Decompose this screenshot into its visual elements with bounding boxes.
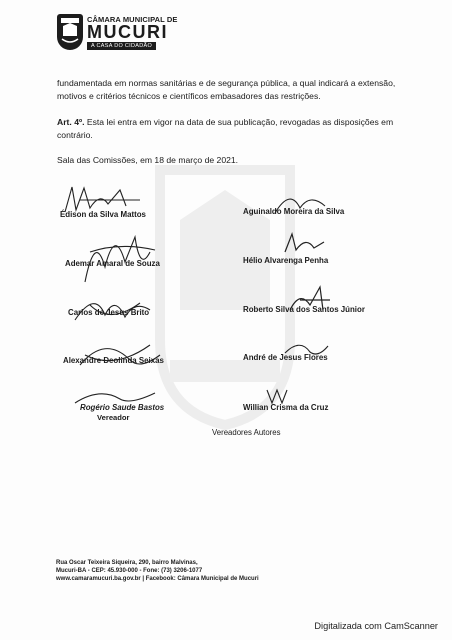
place-date: Sala das Comissões, em 18 de março de 2021.: [57, 155, 239, 165]
signatory-left-2: Ademar Amaral de Souza: [65, 259, 160, 268]
group-caption: Vereadores Autores: [212, 428, 281, 437]
logo-tagline: A CASA DO CIDADÃO: [87, 42, 156, 50]
footer-address: Rua Oscar Teixeira Siqueira, 290, bairro Malvinas,: [56, 560, 198, 566]
article-4-line-1: [57, 116, 393, 129]
signatory-left-3: Carlos de Jesus Brito: [68, 308, 150, 317]
signatory-right-3: Roberto Silva dos Santos Júnior: [243, 305, 365, 314]
logo-name: MUCURI: [87, 22, 168, 42]
coat-of-arms-icon: [57, 14, 83, 50]
scanner-watermark: Digitalizada com CamScanner: [314, 621, 438, 631]
signatory-right-2: Hélio Alvarenga Penha: [243, 256, 329, 265]
article-label: Art. 4º.: [57, 117, 85, 127]
article-4-line-2: contrário.: [57, 130, 93, 140]
signatory-left-4: Alexandre Deolinda Seixas: [63, 356, 164, 365]
institution-logo: [57, 14, 178, 56]
logo-supertitle: CÂMARA MUNICIPAL DE: [87, 15, 178, 24]
signatory-right-4: André de Jesus Flores: [243, 353, 328, 362]
footer-web: www.camaramucuri.ba.gov.br | Facebook: Câmara Municipal de Mucuri: [56, 576, 259, 582]
body-line-2: motivos e critérios técnicos e científicos embasadores das restrições.: [57, 91, 321, 101]
signatory-right-1: Aguinaldo Moreira da Silva: [243, 207, 345, 216]
signatory-left-1: Édison da Silva Mattos: [60, 210, 146, 219]
footer-contact: Mucuri-BA - CEP: 45.930-000 - Fone: (73) 3206-1077: [56, 568, 203, 574]
signatory-right-5: Willian Crisma da Cruz: [243, 403, 329, 412]
body-line-1: fundamentada em normas sanitárias e de segurança pública, a qual indicará a extensão,: [57, 78, 396, 88]
signatory-left-5: Rogério Saude Bastos: [80, 403, 165, 412]
article-text: Esta lei entra em vigor na data de sua publicação, revogadas as disposições em: [84, 117, 394, 127]
watermark-seal-icon: [150, 160, 300, 430]
signatory-left-5-role: Vereador: [97, 413, 130, 422]
